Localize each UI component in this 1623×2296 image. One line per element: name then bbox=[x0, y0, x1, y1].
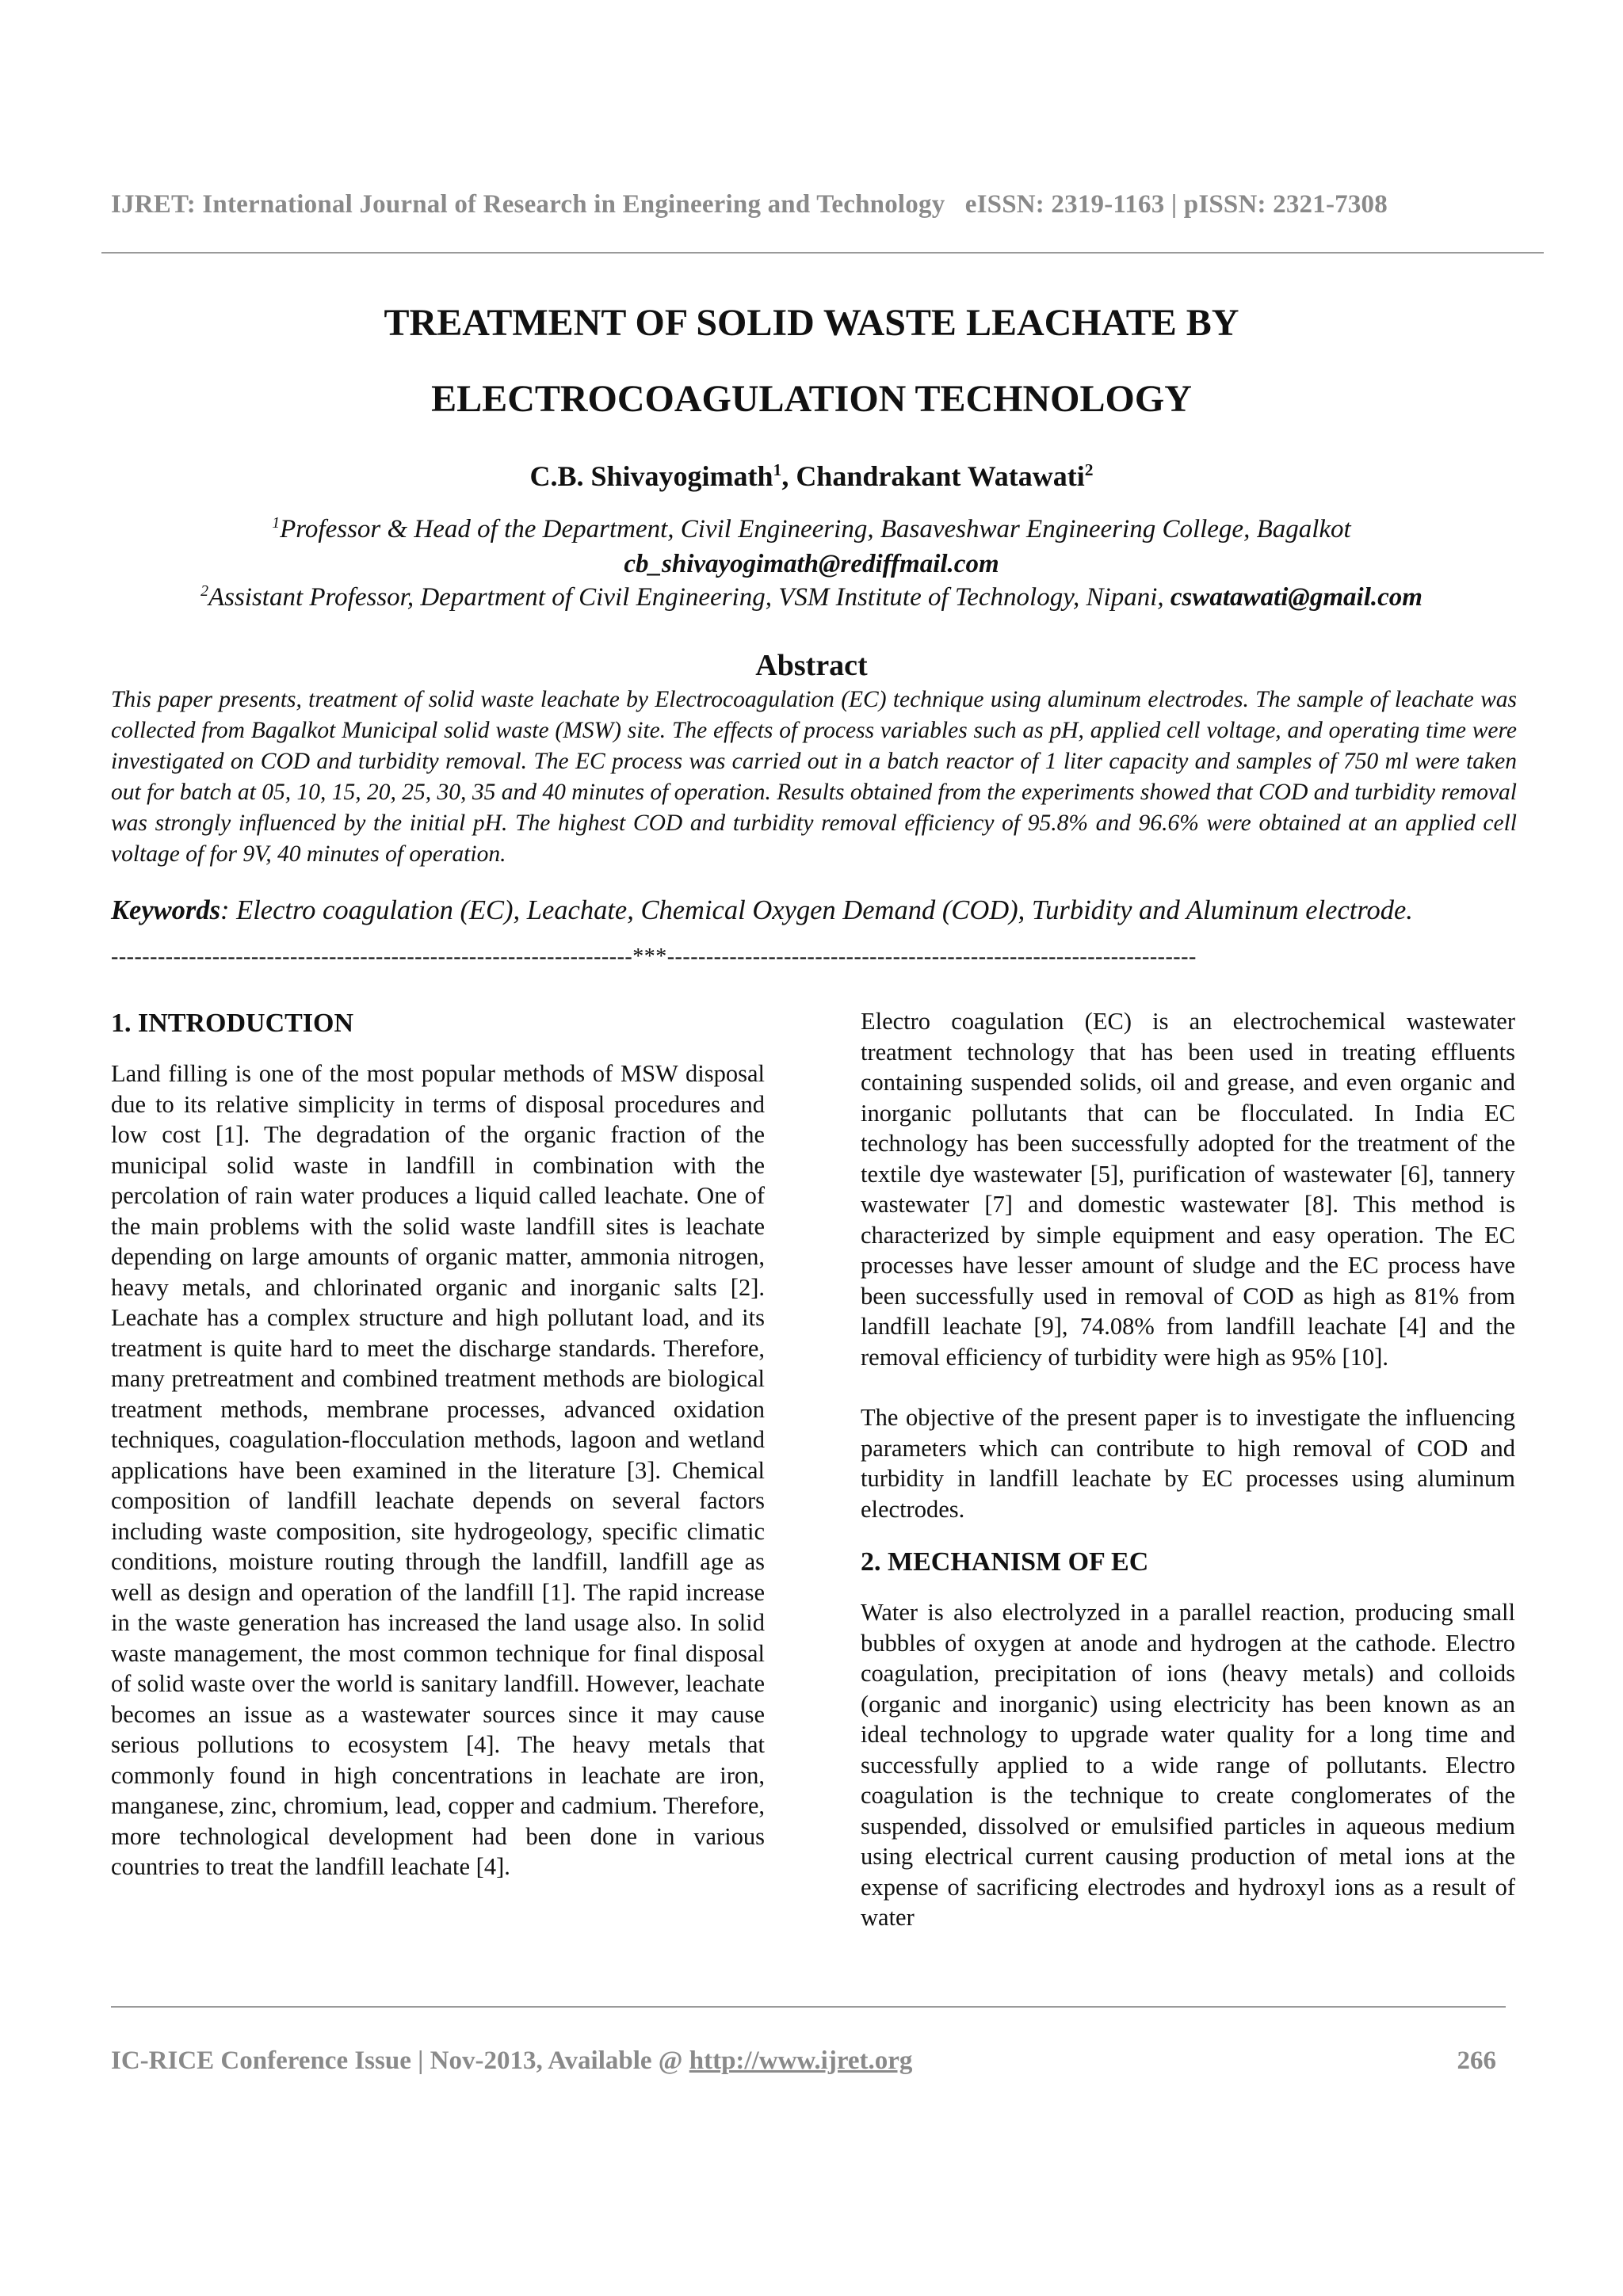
author-1-sup: 1 bbox=[773, 460, 782, 479]
keywords-line bbox=[111, 895, 1537, 926]
section-gap bbox=[861, 1524, 1515, 1545]
running-header bbox=[111, 190, 1514, 219]
footer-issue-text: IC-RICE Conference Issue | Nov-2013, Available @ bbox=[111, 2046, 683, 2075]
header-rule bbox=[101, 252, 1544, 254]
author-1-name: C.B. Shivayogimath bbox=[529, 460, 773, 492]
affiliation-1-email-line bbox=[101, 550, 1522, 579]
footer-rule bbox=[111, 2006, 1506, 2008]
objective-paragraph: The objective of the present paper is to investigate the influencing parameters which can contribute to high removal of COD and turbidity in landfill leachate by EC processes using aluminum electrodes. bbox=[861, 1404, 1515, 1523]
journal-issn: eISSN: 2319-1163 | pISSN: 2321-7308 bbox=[964, 190, 1388, 219]
paragraph-gap bbox=[861, 1372, 1515, 1402]
footer-issue bbox=[111, 2046, 912, 2076]
page-number: 266 bbox=[1457, 2046, 1496, 2075]
affiliation-2 bbox=[101, 583, 1522, 612]
ec-overview-paragraph: Electro coagulation (EC) is an electrochemical wastewater treatment technology that has been used in treating effluents containing suspended solids, oil and grease, and even organic and inorganic pollutants that can be flocculated. In India EC technology has been successfully adopted for the treatment of the textile dye wastewater [5], purification of wastewater [6], tannery wastewater [7] and domestic wastewater [8]. This method is characterized by simple equipment and easy operation. The EC processes have lesser amount of sludge and the EC process have been successfully used in removal of COD as high as 81% from landfill leachate [9], 74.08% from landfill leachate [4] and the removal efficiency of turbidity were high as 95% [10]. bbox=[861, 1008, 1515, 1371]
journal-url-link[interactable]: http://www.ijret.org bbox=[689, 2046, 913, 2075]
journal-name: IJRET: International Journal of Research in Engineering and Technology bbox=[111, 190, 945, 219]
keywords-label: Keywords bbox=[111, 895, 220, 925]
affiliation-2-text: Assistant Professor, Department of Civil Engineering, VSM Institute of Technology, Nipani, bbox=[208, 583, 1164, 612]
paper-title bbox=[101, 285, 1522, 437]
introduction-paragraph: Land filling is one of the most popular methods of MSW disposal due to its relative simplicity in terms of disposal procedures and low cost [1]. The degradation of the organic fraction of the municipal solid waste in landfill in combination with the percolation of rain water produces a liquid called leachate. One of the main problems with the solid waste landfill sites is leachate depending on large amounts of organic matter, ammonia nitrogen, heavy metals, and chlorinated organic and inorganic salts [2]. Leachate has a complex structure and high pollutant load, and its treatment is quite hard to meet the discharge standards. Therefore, many pretreatment and combined treatment methods are biological treatment methods, membrane processes, advanced oxidation techniques, coagulation-flocculation methods, lagoon and wetland applications have been examined in the literature [3]. Chemical composition of landfill leachate depends on several factors including waste composition, site hydrogeology, specific climatic conditions, moisture routing through the landfill, landfill age as well as design and operation of the landfill [1]. The rapid increase in the waste generation has increased the land usage also. In solid waste management, the most common technique for final disposal of solid waste over the world is sanitary landfill. However, leachate becomes an issue as a wastewater sources since it may cause serious pollutions to ecosystem [4]. The heavy metals that commonly found in high concentrations in leachate are iron, manganese, zinc, chromium, lead, copper and cadmium. Therefore, more technological development had been done in various countries to treat the landfill leachate [4]. bbox=[111, 1060, 765, 1880]
affiliation-1-text: Professor & Head of the Department, Civil Engineering, Basaveshwar Engineering College, Bagalkot bbox=[280, 515, 1351, 543]
introduction-heading: 1. INTRODUCTION bbox=[111, 1009, 354, 1038]
affiliation-1-sup: 1 bbox=[272, 514, 281, 532]
section-separator: -------------------------------------------------------------------***-------------------------------------------------------------------- bbox=[111, 944, 1197, 969]
mechanism-heading: 2. MECHANISM OF EC bbox=[861, 1547, 1149, 1577]
author-2-name: Chandrakant Watawati bbox=[796, 460, 1085, 492]
title-line-2: ELECTROCOAGULATION TECHNOLOGY bbox=[431, 378, 1192, 420]
left-column bbox=[111, 1006, 765, 1882]
email-1[interactable]: cb_shivayogimath@rediffmail.com bbox=[624, 550, 999, 578]
mechanism-paragraph: Water is also electrolyzed in a parallel reaction, producing small bubbles of oxygen at anode and hydrogen at the cathode. Electro coagulation, precipitation of ions (heavy metals) and colloids (organic and inorganic) using electricity has been known as an ideal technology to upgrade water quality for a long time and successfully applied to a wide range of pollutants. Electro coagulation is the technique to create conglomerates of the suspended, dissolved or emulsified particles in aqueous medium using electrical current causing production of metal ions at the expense of sacrificing electrodes and hydroxyl ions as a result of water bbox=[861, 1599, 1515, 1931]
affiliation-2-sup: 2 bbox=[200, 582, 208, 600]
title-line-1: TREATMENT OF SOLID WASTE LEACHATE BY bbox=[384, 302, 1239, 344]
abstract-heading: Abstract bbox=[755, 649, 868, 682]
author-2-sup: 2 bbox=[1084, 460, 1094, 479]
keywords-text: : Electro coagulation (EC), Leachate, Chemical Oxygen Demand (COD), Turbidity and Aluminum electrode. bbox=[220, 895, 1413, 925]
email-2[interactable]: cswatawati@gmail.com bbox=[1170, 583, 1423, 612]
affiliation-1 bbox=[101, 515, 1522, 544]
abstract-body: This paper presents, treatment of solid waste leachate by Electrocoagulation (EC) technique using aluminum electrodes. The sample of leachate was collected from Bagalkot Municipal solid waste (MSW) site. The effects of process variables such as pH, applied cell voltage, and operating time were investigated on COD and turbidity removal. The EC process was carried out in a batch reactor of 1 liter capacity and samples of 750 ml were taken out for batch at 05, 10, 15, 20, 25, 30, 35 and 40 minutes of operation. Results obtained from the experiments showed that COD and turbidity removal was strongly influenced by the initial pH. The highest COD and turbidity removal efficiency of 95.8% and 96.6% were obtained at an applied cell voltage of for 9V, 40 minutes of operation. bbox=[111, 687, 1517, 867]
right-column bbox=[861, 1006, 1515, 1933]
author-list: C.B. Shivayogimath$^1$, Chandrakant Watawati$^2$ bbox=[529, 460, 1094, 492]
